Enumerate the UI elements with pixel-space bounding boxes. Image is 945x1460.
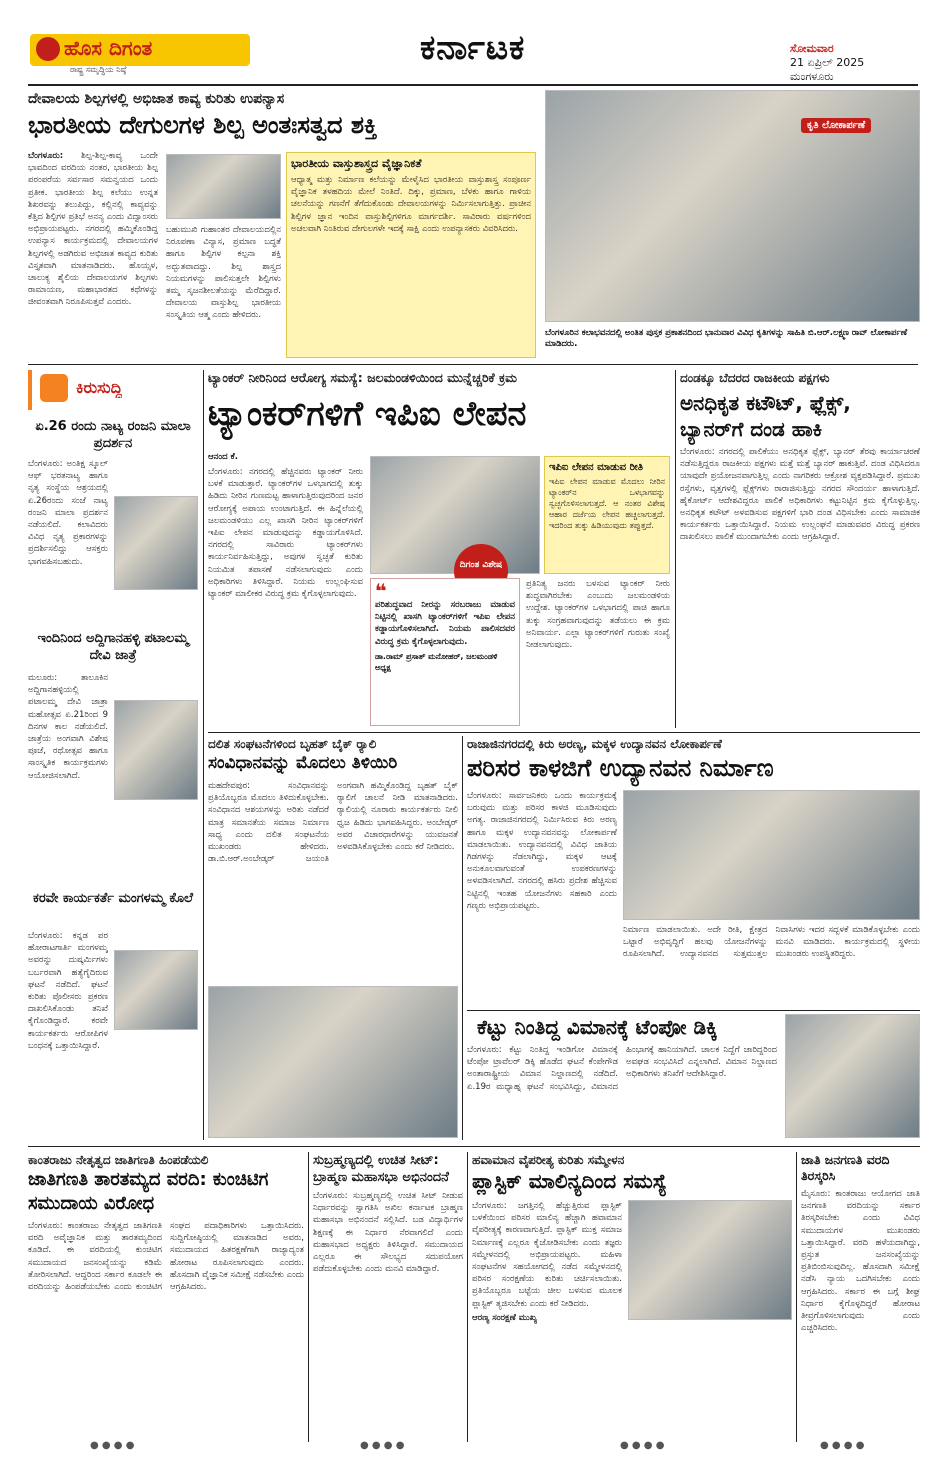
masthead-rule xyxy=(28,84,918,86)
divider xyxy=(467,1010,920,1011)
headline: ಪರಿಸರ ಕಾಳಜಿಗೆ ಉದ್ಯಾನವನ ನಿರ್ಮಾಣ xyxy=(467,754,774,782)
photo-caption: ಬೆಂಗಳೂರಿನ ಕಲಾಭವನದಲ್ಲಿ ಅಂತಿತ ಪುಸ್ತಕ ಪ್ರಕಾಶನದಿಂದ ಭಾನುವಾರ ವಿವಿಧ ಕೃತಿಗಳನ್ನು ಸಾಹಿತಿ ಬಿ.ಆರ್.ಲಕ್ಷ್ಮಣ ರಾವ್ ಲೋಕಾರ್ಪಣೆ ಮಾಡಿದರು. xyxy=(545,328,908,349)
tanker-photo xyxy=(370,456,540,574)
kicker: ಟ್ಯಾಂಕರ್ ನೀರಿನಿಂದ ಆರೋಗ್ಯ ಸಮಸ್ಯೆ: ಜಲಮಂಡಳಿಯಿಂದ ಮುನ್ನೆಚ್ಚರಿಕೆ ಕ್ರಮ xyxy=(208,370,518,385)
victim-photo xyxy=(114,950,198,1030)
story-temple-sculpture xyxy=(28,90,538,360)
quote-box xyxy=(370,578,520,726)
kicker: ಕಾಂತರಾಜು ನೇತೃತ್ವದ ಜಾತಿಗಣತಿ ಹಿಂಪಡೆಯಲಿ xyxy=(28,1153,209,1167)
brief-body-murder: ಬೆಂಗಳೂರು: ಕನ್ನಡ ಪರ ಹೋರಾಟಗಾರ್ತಿ ಮಂಗಳಮ್ಮ ಅವರನ್ನು ದುಷ್ಕರ್ಮಿಗಳು ಬರ್ಬರವಾಗಿ ಹತ್ಯೆಗೈದಿರುವ ಘಟನೆ ನಡೆದಿದೆ. ಘಟನೆ ಕುರಿತು ಪೊಲೀಸರು ಪ್ರಕರಣ ದಾಖಲಿಸಿಕೊಂಡು ತನಿಖೆ ಕೈಗೊಂಡಿದ್ದಾರೆ. ಕರವೇ ಕಾರ್ಯಕರ್ತರು ಆರೋಪಿಗಳ ಬಂಧನಕ್ಕೆ ಒತ್ತಾಯಿಸಿದ್ದಾರೆ. xyxy=(28,931,108,1051)
body-text: ಶಿಲ್ಪ-ಶಿಲ್ಪ-ಕಾವ್ಯ ಒಂದೇ ಭಾವದಿಂದ ವರದಿಯ ನಂತರ, ಭಾರತೀಯ ಶಿಲ್ಪ ಪರಂಪರೆಯ ಸರ್ವಸಾರ ಸಮನ್ವಯದ ಒಂದು ಪ್ರತೀಕ. ಭಾರತೀಯ ಶಿಲ್ಪ ಕಲೆಯು ಉನ್ನತ ಶಿಖರವನ್ನು ತಲುಪಿದ್ದು, ಕಲ್ಲಿನಲ್ಲಿ ಕಾವ್ಯವನ್ನು ಕೆತ್ತಿದ ಶಿಲ್ಪಿಗಳ ಪ್ರತಿಭೆ ಅನನ್ಯ ಎಂದು ವಿದ್ವಾಂಸರು ಅಭಿಪ್ರಾಯಪಟ್ಟರು. ನಗರದಲ್ಲಿ ಹಮ್ಮಿಕೊಂಡಿದ್ದ ಉಪನ್ಯಾಸ ಕಾರ್ಯಕ್ರಮದಲ್ಲಿ ದೇವಾಲಯಗಳ ಶಿಲ್ಪಗಳಲ್ಲಿ ಅಡಗಿರುವ ಅಭಿಜಾತ ಕಾವ್ಯದ ಕುರಿತು ವಿಸ್ತೃತವಾಗಿ ಮಾತನಾಡಿದರು. ಹೊಯ್ಸಳ, ಚಾಲುಕ್ಯ ಶೈಲಿಯ ದೇವಾಲಯಗಳ ಶಿಲ್ಪಗಳು ರಾಮಾಯಣ, ಮಹಾಭಾರತದ ಕಥೆಗಳನ್ನು ಜೀವಂತವಾಗಿ ನಿರೂಪಿಸುತ್ತವೆ ಎಂದರು. xyxy=(28,151,158,308)
sidebar-box xyxy=(286,152,536,358)
story-body: ಬೆಂಗಳೂರು: ಕೆಟ್ಟು ನಿಂತಿದ್ದ ಇಂಡಿಗೋ ವಿಮಾನಕ್ಕೆ ಟೆಂಪೋ ಟ್ರಾವೆಲರ್ ಡಿಕ್ಕಿ ಹೊಡೆದ ಘಟನೆ ಕೆಂಪೇಗೌಡ ಅಂತಾರಾಷ್ಟ್ರೀಯ ವಿಮಾನ ನಿಲ್ದಾಣದಲ್ಲಿ ನಡೆದಿದೆ. ಏ.19ರ ಮಧ್ಯಾಹ್ನ ಘಟನೆ ಸಂಭವಿಸಿದ್ದು, ವಿಮಾನದ ಹಿಂಭಾಗಕ್ಕೆ ಹಾನಿಯಾಗಿದೆ. ಚಾಲಕ ನಿದ್ದೆಗೆ ಜಾರಿದ್ದರಿಂದ ಅವಘಡ ಸಂಭವಿಸಿದೆ ಎನ್ನಲಾಗಿದೆ. ವಿಮಾನ ನಿಲ್ದಾಣದ ಅಧಿಕಾರಿಗಳು ತನಿಖೆಗೆ ಆದೇಶಿಸಿದ್ದಾರೆ. xyxy=(467,1045,777,1092)
special-stamp: ದಿಗಂತ ವಿಶೇಷ xyxy=(454,544,508,598)
edition-city: ಮಂಗಳೂರು xyxy=(790,70,834,83)
plane-photo xyxy=(785,1014,920,1138)
story-bike-rally xyxy=(208,736,458,1140)
registration-marks: ● ● ● ● xyxy=(620,1440,665,1451)
kicker: ದಲಿತ ಸಂಘಟನೆಗಳಿಂದ ಬೃಹತ್ ಬೈಕ್ ರ್‍ಯಾಲಿ xyxy=(208,737,377,751)
quote-mark-icon: ❝ xyxy=(375,579,387,603)
story-book-release xyxy=(545,90,920,360)
story-body: ಮೈಸೂರು: ಕಾಂತರಾಜು ಆಯೋಗದ ಜಾತಿ ಜನಗಣತಿ ವರದಿಯನ್ನು ಸರ್ಕಾರ ತಿರಸ್ಕರಿಸಬೇಕು ಎಂದು ವಿವಿಧ ಸಮುದಾಯಗಳ ಮುಖಂಡರು ಒತ್ತಾಯಿಸಿದ್ದಾರೆ. ವರದಿ ಹಳೆಯದಾಗಿದ್ದು, ಪ್ರಸ್ತುತ ಜನಸಂಖ್ಯೆಯನ್ನು ಪ್ರತಿಬಿಂಬಿಸುವುದಿಲ್ಲ. ಹೊಸದಾಗಿ ಸಮೀಕ್ಷೆ ನಡೆಸಿ ನ್ಯಾಯ ಒದಗಿಸಬೇಕು ಎಂದು ಆಗ್ರಹಿಸಿದರು. ಸರ್ಕಾರ ಈ ಬಗ್ಗೆ ಶೀಘ್ರ ನಿರ್ಧಾರ ಕೈಗೊಳ್ಳದಿದ್ದರೆ ಹೋರಾಟ ತೀವ್ರಗೊಳಿಸಲಾಗುವುದು ಎಂದು ಎಚ್ಚರಿಸಿದರು. xyxy=(801,1189,920,1334)
logo-text: ಹೊಸ ದಿಗಂತ xyxy=(64,36,153,60)
headline: ಜಾತಿಗಣತಿ ತಾರತಮ್ಯದ ವರದಿ: ಕುಂಚಿಟಿಗ ಸಮುದಾಯ ವಿರೋಧ xyxy=(28,1169,269,1214)
story-body xyxy=(472,1200,622,1430)
subhead: ಆರಣ್ಯ ಸಂರಕ್ಷಣೆ ಮುಖ್ಯ xyxy=(472,1312,537,1323)
story-body-col2: ಬಹುಮುಖಿ ಗುಹಾಂತರ ದೇವಾಲಯದಲ್ಲಿನ ನಿರೂಪಣಾ ವಿನ್ಯಾಸ, ಪ್ರಮಾಣ ಬದ್ಧತೆ ಹಾಗೂ ಶಿಲ್ಪಿಗಳ ಕಲ್ಪನಾ ಶಕ್ತಿ ಅದ್ಭುತವಾದದ್ದು. ಶಿಲ್ಪ ಶಾಸ್ತ್ರದ ನಿಯಮಗಳನ್ನು ಪಾಲಿಸುತ್ತಲೇ ಶಿಲ್ಪಿಗಳು ತಮ್ಮ ಸೃಜನಶೀಲತೆಯನ್ನು ಮೆರೆದಿದ್ದಾರೆ. ದೇವಾಲಯ ವಾಸ್ತುಶಿಲ್ಪ ಭಾರತೀಯ ಸಂಸ್ಕೃತಿಯ ಆತ್ಮ ಎಂದು ಹೇಳಿದರು. xyxy=(166,225,281,321)
headline: ಪ್ಲಾಸ್ಟಿಕ್ ಮಾಲಿನ್ಯದಿಂದ ಸಮಸ್ಯೆ xyxy=(472,1169,667,1193)
brief-title-murder: ಕರವೇ ಕಾರ್ಯಕರ್ತೆ ಮಂಗಳಮ್ಮ ಕೊಲೆ xyxy=(33,891,193,906)
story-plastic-pollution xyxy=(472,1152,792,1442)
column-rule xyxy=(796,1152,797,1442)
story-body-col2: ಪ್ರತಿನಿತ್ಯ ಜನರು ಬಳಸುವ ಟ್ಯಾಂಕರ್ ನೀರು ಶುದ್ಧವಾಗಿರಬೇಕು ಎಂಬುದು ಜಲಮಂಡಳಿಯ ಉದ್ದೇಶ. ಟ್ಯಾಂಕರ್‌ಗಳ ಒಳಭಾಗದಲ್ಲಿ ಪಾಚಿ ಹಾಗೂ ತುಕ್ಕು ಸಂಗ್ರಹವಾಗುವುದನ್ನು ತಡೆಯಲು ಈ ಕ್ರಮ ಅನಿವಾರ್ಯ. ಎಲ್ಲಾ ಟ್ಯಾಂಕರ್‌ಗಳಿಗೆ ಗುರುತು ಸಂಖ್ಯೆ ನೀಡಲಾಗುವುದು. xyxy=(526,579,670,651)
event-badge: ಕೃತಿ ಲೋಕಾರ್ಪಣೆ xyxy=(801,118,871,133)
brief-body-dance: ಬೆಂಗಳೂರು: ಅಂತಿಕ್ಷ ಸ್ಕೂಲ್ ಆಫ್ ಭರತನಾಟ್ಯ ಹಾಗೂ ನೃತ್ಯ ಸಂಸ್ಥೆಯ ಆಶ್ರಯದಲ್ಲಿ ಏ.26ರಂದು ಸಂಜೆ ನಾಟ್ಯ ರಂಜನಿ ಮಾಲಾ ಪ್ರದರ್ಶನ ನಡೆಯಲಿದೆ. ಕಲಾವಿದರು ವಿವಿಧ ನೃತ್ಯ ಪ್ರಕಾರಗಳನ್ನು ಪ್ರದರ್ಶಿಸಲಿದ್ದು ಆಸಕ್ತರು ಭಾಗವಹಿಸಬಹುದು. xyxy=(28,459,108,567)
divider xyxy=(208,732,920,733)
story-caste-census xyxy=(28,1152,304,1442)
brief-news-column xyxy=(28,370,198,1145)
lecture-photo xyxy=(166,154,281,219)
kicker: ಹವಾಮಾನ ವೈಪರೀತ್ಯ ಕುರಿತು ಸಮ್ಮೇಳನ xyxy=(472,1153,625,1167)
column-rule xyxy=(467,1152,468,1442)
story-body: ಬೆಂಗಳೂರು: ಸುಬ್ರಹ್ಮಣ್ಯದಲ್ಲಿ ಉಚಿತ ಸೀಟ್ ನೀಡುವ ನಿರ್ಧಾರವನ್ನು ಸ್ವಾಗತಿಸಿ ಅಖಿಲ ಕರ್ನಾಟಕ ಬ್ರಾಹ್ಮಣ ಮಹಾಸಭಾ ಅಭಿನಂದನೆ ಸಲ್ಲಿಸಿದೆ. ಬಡ ವಿದ್ಯಾರ್ಥಿಗಳ ಶಿಕ್ಷಣಕ್ಕೆ ಈ ನಿರ್ಧಾರ ನೆರವಾಗಲಿದೆ ಎಂದು ಮಹಾಸಭಾದ ಅಧ್ಯಕ್ಷರು ತಿಳಿಸಿದ್ದಾರೆ. ಸಮುದಾಯದ ಎಲ್ಲರೂ ಈ ಸೌಲಭ್ಯದ ಸದುಪಯೋಗ ಪಡೆದುಕೊಳ್ಳಬೇಕು ಎಂದು ಮನವಿ ಮಾಡಿದ್ದಾರೆ. xyxy=(313,1191,463,1275)
dancer-photo xyxy=(114,496,198,590)
column-rule xyxy=(308,1152,309,1442)
dateline: ಬೆಂಗಳೂರು: xyxy=(28,151,64,161)
conference-photo xyxy=(628,1200,792,1320)
date: 21 ಏಪ್ರಿಲ್ 2025 xyxy=(790,56,865,69)
headline: ಅನಧಿಕೃತ ಕಟೌಟ್, ಫ್ಲೆಕ್ಸ್, ಬ್ಯಾನರ್‌ಗೆ ದಂಡ ಹಾಕಿ xyxy=(680,391,851,441)
section-title: ಕರ್ನಾಟಕ xyxy=(420,28,526,68)
brief-header xyxy=(28,370,198,410)
kicker: ದಂಡಕ್ಕೂ ಬೆದರದ ರಾಜಕೀಯ ಪಕ್ಷಗಳು xyxy=(680,371,830,385)
box-body: ಆಧ್ಯಾತ್ಮ ಮತ್ತು ನಿರ್ಮಾಣ ಕಲೆಯನ್ನು ಮೇಳೈಸಿದ ಭಾರತೀಯ ವಾಸ್ತುಶಾಸ್ತ್ರ ಸಂಪೂರ್ಣ ವೈಜ್ಞಾನಿಕ ತಳಹದಿಯ ಮೇಲೆ ನಿಂತಿದೆ. ದಿಕ್ಕು, ಪ್ರಮಾಣ, ಬೆಳಕು ಹಾಗೂ ಗಾಳಿಯ ಚಲನೆಯನ್ನು ಗಣನೆಗೆ ತೆಗೆದುಕೊಂಡು ದೇವಾಲಯಗಳನ್ನು ನಿರ್ಮಿಸಲಾಗುತ್ತಿತ್ತು. ಪ್ರಾಚೀನ ಶಿಲ್ಪಿಗಳ ಜ್ಞಾನ ಇಂದಿನ ವಾಸ್ತುಶಿಲ್ಪಿಗಳಿಗೂ ಮಾರ್ಗದರ್ಶಿ. ಸಾವಿರಾರು ವರ್ಷಗಳಿಂದ ಅಚಲವಾಗಿ ನಿಂತಿರುವ ದೇಗುಲಗಳೇ ಇದಕ್ಕೆ ಸಾಕ್ಷಿ ಎಂದು ಉಪನ್ಯಾಸಕರು ವಿವರಿಸಿದರು. xyxy=(291,175,531,234)
registration-marks: ● ● ● ● xyxy=(90,1440,135,1451)
story-body: ಬೆಂಗಳೂರು: ಕಾಂತರಾಜು ನೇತೃತ್ವದ ಜಾತಿಗಣತಿ ವರದಿ ಅವೈಜ್ಞಾನಿಕ ಮತ್ತು ತಾರತಮ್ಯದಿಂದ ಕೂಡಿದೆ. ಈ ವರದಿಯಲ್ಲಿ ಕುಂಚಿಟಿಗ ಸಮುದಾಯದ ಜನಸಂಖ್ಯೆಯನ್ನು ಕಡಿಮೆ ತೋರಿಸಲಾಗಿದೆ. ಆದ್ದರಿಂದ ಸರ್ಕಾರ ಕೂಡಲೇ ಈ ವರದಿಯನ್ನು ಹಿಂಪಡೆಯಬೇಕು ಎಂದು ಕುಂಚಿಟಿಗ ಸಂಘದ ಪದಾಧಿಕಾರಿಗಳು ಒತ್ತಾಯಿಸಿದರು. ಸುದ್ದಿಗೋಷ್ಠಿಯಲ್ಲಿ ಮಾತನಾಡಿದ ಅವರು, ಸಮುದಾಯದ ಹಿತರಕ್ಷಣೆಗಾಗಿ ರಾಜ್ಯಾದ್ಯಂತ ಹೋರಾಟ ರೂಪಿಸಲಾಗುವುದು ಎಂದರು. ಹೊಸದಾಗಿ ವೈಜ್ಞಾನಿಕ ಸಮೀಕ್ಷೆ ನಡೆಸಬೇಕು ಎಂದು ಆಗ್ರಹಿಸಿದರು. xyxy=(28,1221,304,1293)
headline: ಟ್ಯಾಂಕರ್‌ಗಳಿಗೆ ಇಪಿಐ ಲೇಪನ xyxy=(208,394,527,434)
headline: ಕೆಟ್ಟು ನಿಂತಿದ್ದ ವಿಮಾನಕ್ಕೆ ಟೆಂಪೋ ಡಿಕ್ಕಿ xyxy=(477,1015,718,1039)
registration-marks: ● ● ● ● xyxy=(360,1440,405,1451)
divider xyxy=(28,364,918,365)
headline: ಭಾರತೀಯ ದೇಗುಲಗಳ ಶಿಲ್ಪ ಅಂತಃಸತ್ವದ ಶಕ್ತಿ xyxy=(28,111,378,139)
story-plane-accident xyxy=(467,1014,920,1140)
story-body: ಬೆಂಗಳೂರು: ನಗರದಲ್ಲಿ ಹೆಚ್ಚಿನವರು ಟ್ಯಾಂಕರ್ ನೀರು ಬಳಕೆ ಮಾಡುತ್ತಾರೆ. ಟ್ಯಾಂಕರ್‌ಗಳ ಒಳಭಾಗದಲ್ಲಿ ತುಕ್ಕು ಹಿಡಿದು ನೀರಿನ ಗುಣಮಟ್ಟ ಹಾಳಾಗುತ್ತಿರುವುದರಿಂದ ಜನರ ಆರೋಗ್ಯಕ್ಕೆ ಅಪಾಯ ಉಂಟಾಗುತ್ತಿದೆ. ಈ ಹಿನ್ನೆಲೆಯಲ್ಲಿ ಜಲಮಂಡಳಿಯು ಎಲ್ಲ ಖಾಸಗಿ ನೀರಿನ ಟ್ಯಾಂಕರ್‌ಗಳಿಗೆ ಇಪಿಐ ಲೇಪನ ಮಾಡುವುದನ್ನು ಕಡ್ಡಾಯಗೊಳಿಸಿದೆ. ನಗರದಲ್ಲಿ ಸಾವಿರಾರು ಟ್ಯಾಂಕರ್‌ಗಳು ಕಾರ್ಯನಿರ್ವಹಿಸುತ್ತಿದ್ದು, ಅವುಗಳ ಸ್ವಚ್ಛತೆ ಕುರಿತು ನಿಯಮಿತ ತಪಾಸಣೆ ನಡೆಸಲಾಗುವುದು ಎಂದು ಅಧಿಕಾರಿಗಳು ತಿಳಿಸಿದ್ದಾರೆ. ನಿಯಮ ಉಲ್ಲಂಘಿಸುವ ಟ್ಯಾಂಕರ್ ಮಾಲೀಕರ ವಿರುದ್ಧ ಕ್ರಮ ಕೈಗೊಳ್ಳಲಾಗುವುದು. xyxy=(208,467,363,600)
story-tanker xyxy=(208,370,670,728)
story-census-reject xyxy=(801,1152,920,1442)
rally-photo xyxy=(208,986,458,1138)
kicker: ದೇವಾಲಯ ಶಿಲ್ಪಗಳಲ್ಲಿ ಅಭಿಜಾತ ಕಾವ್ಯ ಕುರಿತು ಉಪನ್ಯಾಸ xyxy=(28,91,285,107)
brief-title-dance: ಏ.26 ರಂದು ನಾಟ್ಯ ರಂಜನಿ ಮಾಲಾ ಪ್ರದರ್ಶನ xyxy=(35,419,191,451)
story-flex-banner xyxy=(680,370,920,728)
byline: ಆನಂದ ಕೆ. xyxy=(208,452,238,462)
box-title: ಭಾರತೀಯ ವಾಸ್ತುಶಾಸ್ತ್ರದ ವೈಜ್ಞಾನಿಕತೆ xyxy=(291,157,422,170)
headline: ಸಂವಿಧಾನವನ್ನು ಮೊದಲು ತಿಳಿಯಿರಿ xyxy=(208,753,398,773)
box-body: ಇಪಿಐ ಲೇಪನ ಮಾಡುವ ಮೊದಲು ನೀರಿನ ಟ್ಯಾಂಕರ್‌ನ ಒಳಭಾಗವನ್ನು ಸ್ವಚ್ಛಗೊಳಿಸಲಾಗುತ್ತದೆ. ಆ ನಂತರ ವಿಶೇಷ ಆಹಾರ ದರ್ಜೆಯ ಲೇಪನ ಹಚ್ಚಲಾಗುತ್ತದೆ. ಇದರಿಂದ ತುಕ್ಕು ಹಿಡಿಯುವುದು ತಪ್ಪುತ್ತದೆ. xyxy=(549,477,665,530)
quote-author: ಡಾ.ರಾಮ್ ಪ್ರಸಾತ್ ಮನೋಹರ್, ಜಲಮಂಡಳಿ ಅಧ್ಯಕ್ಷ xyxy=(375,651,498,672)
column-rule xyxy=(675,370,676,728)
registration-marks: ● ● ● ● xyxy=(820,1440,865,1451)
headline: ಜಾತಿ ಜನಗಣತಿ ವರದಿ ತಿರಸ್ಕರಿಸಿ xyxy=(801,1152,890,1183)
story-free-seat xyxy=(313,1152,463,1442)
weekday: ಸೋಮವಾರ xyxy=(790,42,834,55)
story-body: ಮಹದೇವಪುರ: ಸಂವಿಧಾನವನ್ನು ಪ್ರತಿಯೊಬ್ಬರೂ ಮೊದಲು ತಿಳಿದುಕೊಳ್ಳಬೇಕು. ಸಂವಿಧಾನದ ಆಶಯಗಳನ್ನು ಅರಿತು ನಡೆದರೆ ಮಾತ್ರ ಸಮಾನತೆಯ ಸಮಾಜ ನಿರ್ಮಾಣ ಸಾಧ್ಯ ಎಂದು ದಲಿತ ಸಂಘಟನೆಯ ಮುಖಂಡರು ಹೇಳಿದರು. ಡಾ.ಬಿ.ಆರ್.ಅಂಬೇಡ್ಕರ್ ಜಯಂತಿ ಅಂಗವಾಗಿ ಹಮ್ಮಿಕೊಂಡಿದ್ದ ಬೃಹತ್ ಬೈಕ್ ರ್‍ಯಾಲಿಗೆ ಚಾಲನೆ ನೀಡಿ ಮಾತನಾಡಿದರು. ರ್‍ಯಾಲಿಯಲ್ಲಿ ನೂರಾರು ಕಾರ್ಯಕರ್ತರು ನೀಲಿ ಧ್ವಜ ಹಿಡಿದು ಭಾಗವಹಿಸಿದ್ದರು. ಅಂಬೇಡ್ಕರ್ ಅವರ ವಿಚಾರಧಾರೆಗಳನ್ನು ಯುವಜನತೆ ಅಳವಡಿಸಿಕೊಳ್ಳಬೇಕು ಎಂದು ಕರೆ ನೀಡಿದರು. xyxy=(208,781,458,865)
masthead xyxy=(0,0,945,84)
story-park xyxy=(467,736,920,1006)
temple-photo xyxy=(114,700,198,800)
park-inauguration-photo xyxy=(623,790,920,920)
column-rule xyxy=(462,736,463,1140)
lamp-icon xyxy=(36,37,60,61)
brief-body-jatre: ಮಲೂರು: ತಾಲೂಕಿನ ಅದ್ದಿಗಾನಹಳ್ಳಿಯಲ್ಲಿ ಪಟಾಲಮ್ಮ ದೇವಿ ಜಾತ್ರಾ ಮಹೋತ್ಸವ ಏ.21ರಿಂದ 9 ದಿನಗಳ ಕಾಲ ನಡೆಯಲಿದೆ. ಜಾತ್ರೆಯ ಅಂಗವಾಗಿ ವಿಶೇಷ ಪೂಜೆ, ರಥೋತ್ಸವ ಹಾಗೂ ಸಾಂಸ್ಕೃತಿಕ ಕಾರ್ಯಕ್ರಮಗಳು ಆಯೋಜಿಸಲಾಗಿದೆ. xyxy=(28,673,108,781)
column-rule xyxy=(203,370,204,1140)
hand-icon xyxy=(40,374,68,402)
newspaper-logo xyxy=(30,20,250,82)
story-body xyxy=(28,150,158,360)
kicker: ರಾಜಾಜಿನಗರದಲ್ಲಿ ಕಿರು ಅರಣ್ಯ, ಮಕ್ಕಳ ಉದ್ಯಾನವನ ಲೋಕಾರ್ಪಣೆ xyxy=(467,737,722,751)
story-body: ಬೆಂಗಳೂರು: ನಗರದಲ್ಲಿ ಪಾಲಿಕೆಯು ಅನಧಿಕೃತ ಫ್ಲೆಕ್ಸ್, ಬ್ಯಾನರ್ ತೆರವು ಕಾರ್ಯಾಚರಣೆ ನಡೆಸುತ್ತಿದ್ದರೂ ರಾಜಕೀಯ ಪಕ್ಷಗಳು ಮತ್ತೆ ಮತ್ತೆ ಬ್ಯಾನರ್ ಹಾಕುತ್ತಿವೆ. ದಂಡ ವಿಧಿಸಿದರೂ ಯಾವುದೇ ಪ್ರಯೋಜನವಾಗುತ್ತಿಲ್ಲ ಎಂದು ನಾಗರಿಕರು ಆಕ್ರೋಶ ವ್ಯಕ್ತಪಡಿಸಿದ್ದಾರೆ. ಪ್ರಮುಖ ರಸ್ತೆಗಳು, ವೃತ್ತಗಳಲ್ಲಿ ಫ್ಲೆಕ್ಸ್‌ಗಳು ರಾರಾಜಿಸುತ್ತಿದ್ದು ನಗರದ ಸೌಂದರ್ಯ ಹಾಳಾಗುತ್ತಿದೆ. ಹೈಕೋರ್ಟ್ ಆದೇಶವಿದ್ದರೂ ಪಾಲಿಕೆ ಅಧಿಕಾರಿಗಳು ಕಟ್ಟುನಿಟ್ಟಿನ ಕ್ರಮ ಕೈಗೊಳ್ಳುತ್ತಿಲ್ಲ. ಅನಧಿಕೃತ ಕಟೌಟ್ ಅಳವಡಿಸುವ ಪಕ್ಷಗಳಿಗೆ ಭಾರಿ ದಂಡ ವಿಧಿಸಬೇಕು ಎಂದು ಸಾಮಾಜಿಕ ಕಾರ್ಯಕರ್ತರು ಒತ್ತಾಯಿಸಿದ್ದಾರೆ. ನಿಯಮ ಉಲ್ಲಂಘನೆ ಮಾಡುವವರ ವಿರುದ್ಧ ಪ್ರಕರಣ ದಾಖಲಿಸಲು ಪಾಲಿಕೆ ಮುಂದಾಗಬೇಕು ಎಂದು ಆಗ್ರಹಿಸಿದ್ದಾರೆ. xyxy=(680,447,920,543)
divider xyxy=(28,1146,920,1147)
brief-label: ಕಿರುಸುದ್ದಿ xyxy=(76,378,123,397)
quote-text: ಪರಿಶುದ್ಧವಾದ ನೀರನ್ನು ಸರಬರಾಜು ಮಾಡುವ ನಿಟ್ಟಿನಲ್ಲಿ ಖಾಸಗಿ ಟ್ಯಾಂಕರ್‌ಗಳಿಗೆ ಇಪಿಐ ಲೇಪನ ಕಡ್ಡಾಯಗೊಳಿಸಲಾಗಿದೆ. ನಿಯಮ ಪಾಲಿಸದವರ ವಿರುದ್ಧ ಕ್ರಮ ಕೈಗೊಳ್ಳಲಾಗುವುದು. xyxy=(375,600,515,647)
story-body: ಬೆಂಗಳೂರು: ಸಾರ್ವಜನಿಕರು ಒಂದು ಕಾರ್ಯಕ್ರಮಕ್ಕೆ ಬರುವುದು ಮತ್ತು ಪರಿಸರ ಕಾಳಜಿ ಮೂಡಿಸುವುದು ಅಗತ್ಯ. ರಾಜಾಜಿನಗರದಲ್ಲಿ ನಿರ್ಮಿಸಿರುವ ಕಿರು ಅರಣ್ಯ ಹಾಗೂ ಮಕ್ಕಳ ಉದ್ಯಾನವನವನ್ನು ಲೋಕಾರ್ಪಣೆ ಮಾಡಲಾಯಿತು. ಉದ್ಯಾನವನದಲ್ಲಿ ವಿವಿಧ ಜಾತಿಯ ಗಿಡಗಳನ್ನು ನೆಡಲಾಗಿದ್ದು, ಮಕ್ಕಳ ಆಟಕ್ಕೆ ಅನುಕೂಲವಾಗುವಂತೆ ಉಪಕರಣಗಳನ್ನು ಅಳವಡಿಸಲಾಗಿದೆ. ನಗರದಲ್ಲಿ ಹಸಿರು ಪ್ರದೇಶ ಹೆಚ್ಚಿಸುವ ನಿಟ್ಟಿನಲ್ಲಿ ಇಂತಹ ಯೋಜನೆಗಳು ಸಹಕಾರಿ ಎಂದು ಗಣ್ಯರು ಅಭಿಪ್ರಾಯಪಟ್ಟರು. xyxy=(467,791,617,911)
headline: ಸುಬ್ರಹ್ಮಣ್ಯದಲ್ಲಿ ಉಚಿತ ಸೀಟ್: ಬ್ರಾಹ್ಮಣ ಮಹಾಸಭಾ ಅಭಿನಂದನೆ xyxy=(313,1153,449,1185)
logo-tagline: ರಾಷ್ಟ್ರ ಸಮೃದ್ಧಿಯ ನಿಷ್ಠೆ xyxy=(70,65,127,74)
box-title: ಇಪಿಐ ಲೇಪನ ಮಾಡುವ ರೀತಿ xyxy=(549,462,644,473)
body-text: ಬೆಂಗಳೂರು: ಜಗತ್ತಿನಲ್ಲಿ ಹೆಚ್ಚುತ್ತಿರುವ ಪ್ಲಾಸ್ಟಿಕ್ ಬಳಕೆಯಿಂದ ಪರಿಸರ ಮಾಲಿನ್ಯ ಹೆಚ್ಚಾಗಿ ಹವಾಮಾನ ವೈಪರೀತ್ಯಕ್ಕೆ ಕಾರಣವಾಗುತ್ತಿದೆ. ಪ್ಲಾಸ್ಟಿಕ್ ಮುಕ್ತ ಸಮಾಜ ನಿರ್ಮಾಣಕ್ಕೆ ಎಲ್ಲರೂ ಕೈಜೋಡಿಸಬೇಕು ಎಂದು ತಜ್ಞರು ಸಮ್ಮೇಳನದಲ್ಲಿ ಅಭಿಪ್ರಾಯಪಟ್ಟರು. ಮಹಿಳಾ ಸಂಘಟನೆಗಳ ಸಹಯೋಗದಲ್ಲಿ ನಡೆದ ಸಮ್ಮೇಳನದಲ್ಲಿ ಪರಿಸರ ಸಂರಕ್ಷಣೆಯ ಕುರಿತು ಚರ್ಚಿಸಲಾಯಿತು. ಪ್ರತಿಯೊಬ್ಬರೂ ಬಟ್ಟೆಯ ಚೀಲ ಬಳಸುವ ಮೂಲಕ ಪ್ಲಾಸ್ಟಿಕ್ ತ್ಯಜಿಸಬೇಕು ಎಂದು ಕರೆ ನೀಡಿದರು. xyxy=(472,1201,622,1309)
story-body-col2: ನಿರ್ಮಾಣ ಮಾಡಲಾಯಿತು. ಅದೇ ರೀತಿ, ಕ್ಷೇತ್ರದ ಒಟ್ಟಾರೆ ಅಭಿವೃದ್ಧಿಗೆ ಹಲವು ಯೋಜನೆಗಳನ್ನು ರೂಪಿಸಲಾಗಿದೆ. ಉದ್ಯಾನವನದ ಸುತ್ತಮುತ್ತಲ ನಿವಾಸಿಗಳು ಇದರ ಸದ್ಬಳಕೆ ಮಾಡಿಕೊಳ್ಳಬೇಕು ಎಂದು ಮನವಿ ಮಾಡಿದರು. ಕಾರ್ಯಕ್ರಮದಲ್ಲಿ ಸ್ಥಳೀಯ ಮುಖಂಡರು ಉಪಸ್ಥಿತರಿದ್ದರು. xyxy=(623,925,920,960)
brief-title-jatre: ಇಂದಿನಿಂದ ಅದ್ದಿಗಾನಹಳ್ಳಿ ಪಟಾಲಮ್ಮ ದೇವಿ ಜಾತ್ರೆ xyxy=(37,631,189,663)
date-box xyxy=(790,42,920,84)
sidebar-box xyxy=(544,456,670,574)
